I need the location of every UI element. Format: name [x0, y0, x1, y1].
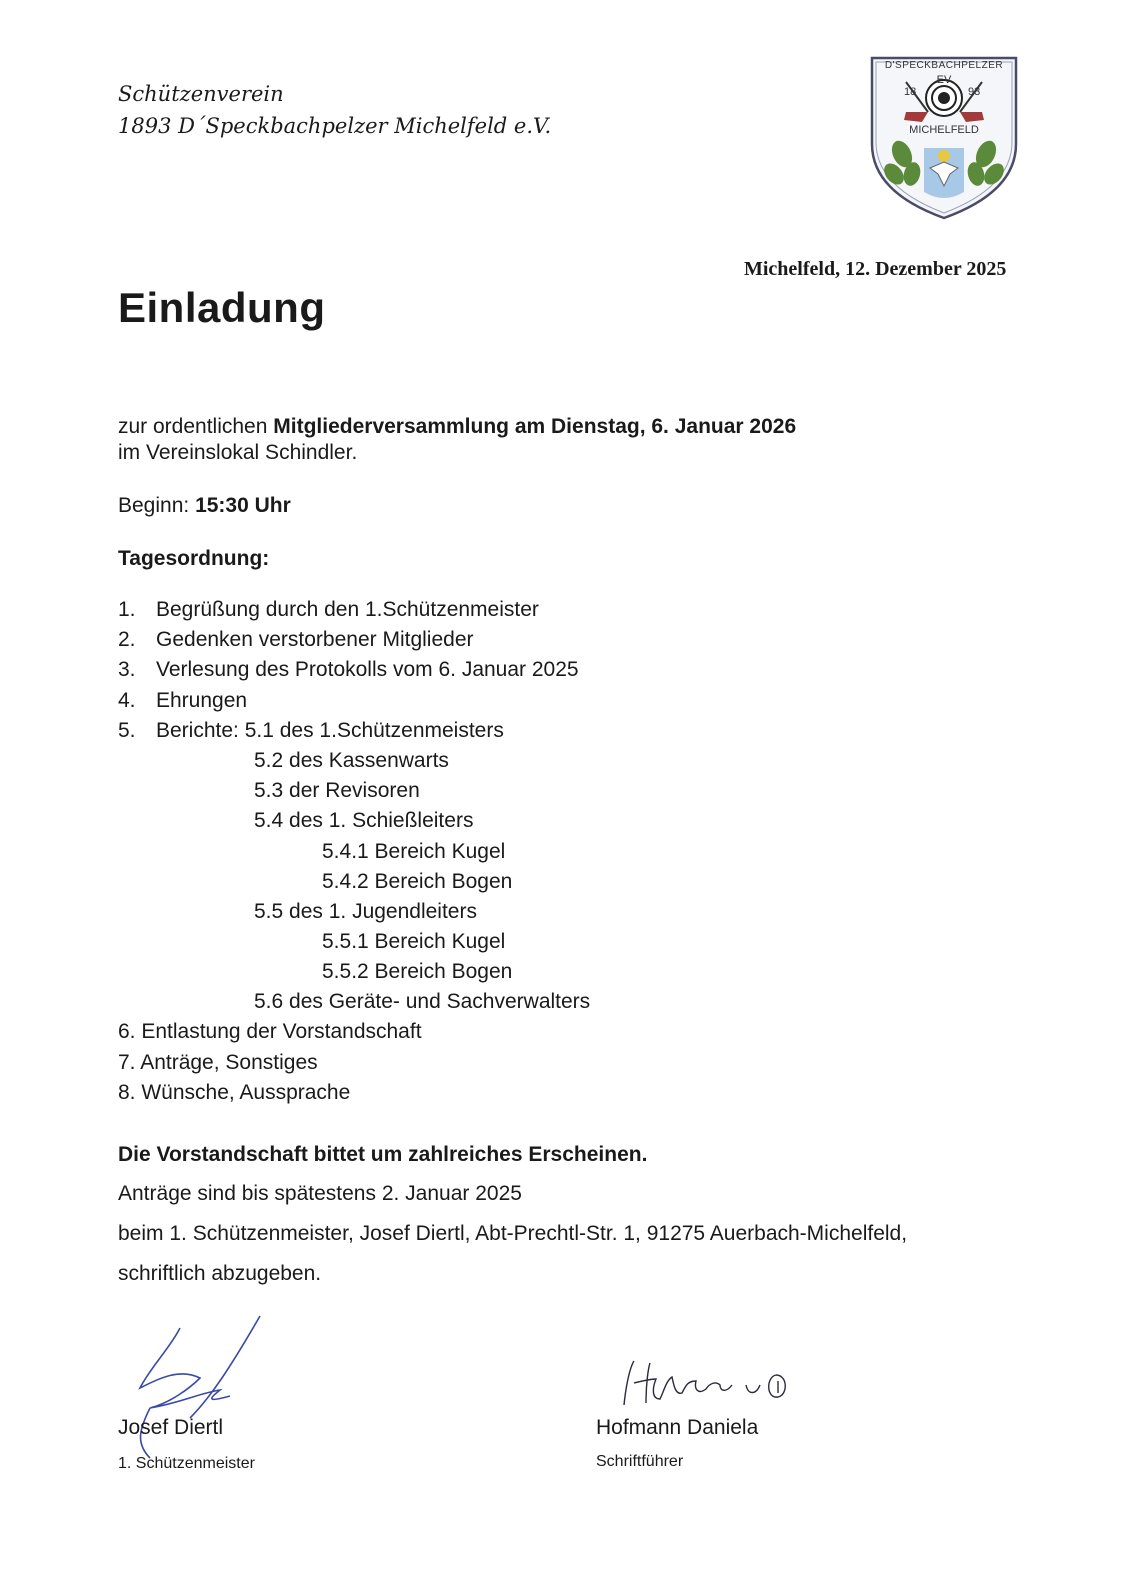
agenda-subitem: 5.2 des Kassenwarts [254, 749, 449, 772]
crest-text-ev: EV [936, 74, 952, 86]
crest-text-bottom: MICHELFELD [909, 124, 979, 136]
club-name-line2: 1893 D´Speckbachpelzer Michelfeld e.V. [118, 114, 552, 138]
signature-left-name: Josef Diertl [118, 1416, 224, 1439]
closing-line1: Anträge sind bis spätestens 2. Januar 2025 [118, 1182, 522, 1205]
intro-line1 [118, 414, 796, 440]
agenda-subitem: 5.3 der Revisoren [254, 779, 420, 802]
agenda-subitem: 5.4 des 1. Schießleiters [254, 809, 474, 832]
start-time-value: 15:30 Uhr [195, 494, 291, 517]
intro-prefix: zur ordentlichen [118, 415, 274, 438]
agenda-text: Begrüßung durch den 1.Schützenmeister [156, 598, 539, 621]
agenda-item [118, 686, 247, 716]
signature-left-icon [110, 1308, 280, 1468]
agenda-subsubitem: 5.5.2 Bereich Bogen [322, 960, 513, 983]
agenda-subitem: 5.5 des 1. Jugendleiters [254, 900, 477, 923]
start-label: Beginn: [118, 494, 196, 517]
crest-year-left: 18 [904, 86, 917, 98]
document-date: Michelfeld, 12. Dezember 2025 [744, 258, 1007, 280]
intro-highlight: Mitgliederversammlung am Dienstag, 6. Januar 2026 [273, 415, 797, 438]
agenda-item: 6. Entlastung der Vorstandschaft [118, 1020, 422, 1043]
agenda-number: 5. [118, 719, 136, 742]
start-time [118, 493, 291, 519]
agenda-number: 3. [118, 658, 136, 681]
agenda-subitem: 5.6 des Geräte- und Sachverwalters [254, 990, 591, 1013]
agenda-item [118, 595, 539, 625]
agenda-subsubitem: 5.4.2 Bereich Bogen [322, 870, 513, 893]
club-crest-logo [866, 52, 1022, 222]
page-title: Einladung [118, 284, 326, 331]
agenda-text: Verlesung des Protokolls vom 6. Januar 2025 [156, 658, 579, 681]
agenda-item [118, 655, 579, 685]
agenda-number: 4. [118, 689, 136, 712]
crest-text-top: D'SPECKBACHPELZER [884, 60, 1004, 71]
agenda-subsubitem: 5.4.1 Bereich Kugel [322, 840, 506, 863]
agenda-item [118, 625, 474, 655]
agenda-number: 1. [118, 598, 136, 621]
agenda-text: Gedenken verstorbener Mitglieder [156, 628, 474, 651]
agenda-item: 8. Wünsche, Aussprache [118, 1081, 351, 1104]
signature-right-icon [616, 1355, 816, 1415]
closing-line2: beim 1. Schützenmeister, Josef Diertl, Abt-Prechtl-Str. 1, 91275 Auerbach-Michelfeld, [118, 1222, 908, 1245]
agenda-text: Berichte: 5.1 des 1.Schützenmeisters [156, 719, 504, 742]
club-name-line1: Schützenverein [118, 82, 284, 106]
agenda-item: 7. Anträge, Sonstiges [118, 1051, 318, 1074]
crest-year-right: 93 [968, 86, 981, 98]
agenda-item [118, 716, 504, 746]
agenda-text: Ehrungen [156, 689, 248, 712]
agenda-subsubitem: 5.5.1 Bereich Kugel [322, 930, 506, 953]
signature-left-role: 1. Schützenmeister [118, 1455, 255, 1472]
agenda-number: 2. [118, 628, 136, 651]
agenda-heading: Tagesordnung: [118, 547, 270, 570]
closing-appeal: Die Vorstandschaft bittet um zahlreiches Erscheinen. [118, 1143, 648, 1166]
signature-right-role: Schriftführer [596, 1453, 684, 1470]
intro-line2: im Vereinslokal Schindler. [118, 441, 358, 464]
closing-line3: schriftlich abzugeben. [118, 1262, 322, 1285]
signature-right-name: Hofmann Daniela [596, 1416, 759, 1439]
